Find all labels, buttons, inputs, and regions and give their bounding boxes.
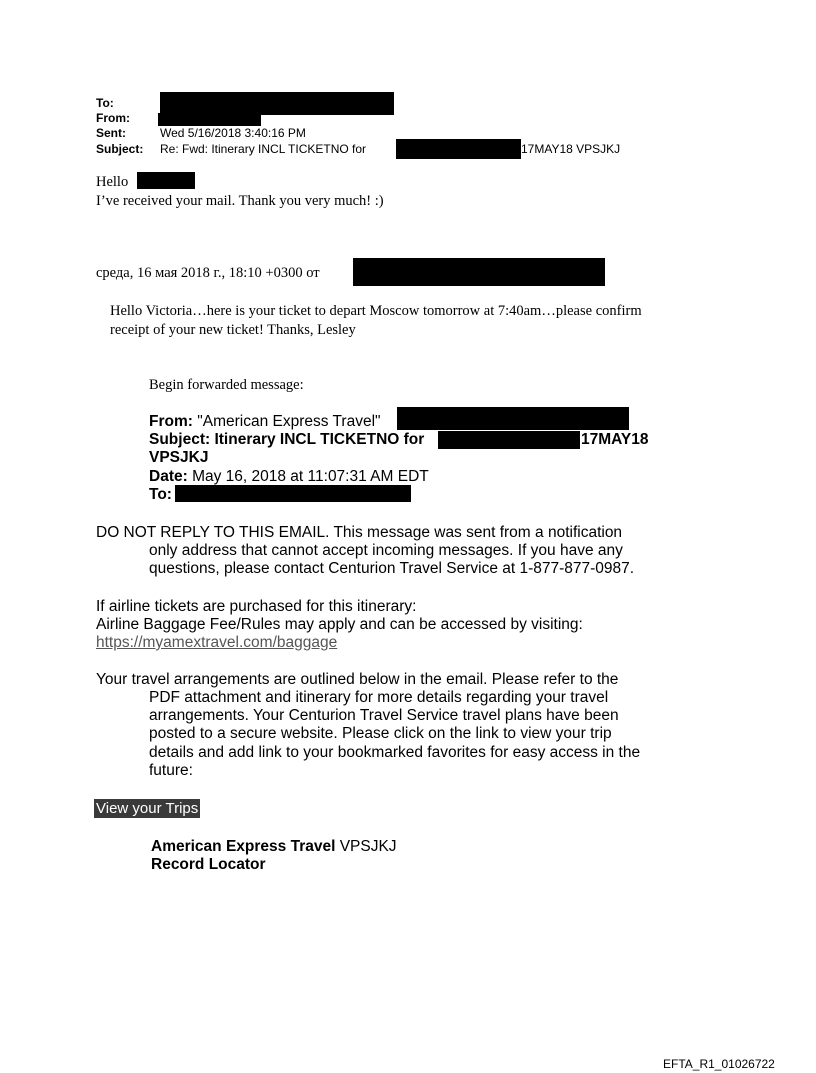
redacted-forward-subject: [438, 431, 580, 449]
redacted-forward-to: [175, 485, 411, 502]
redacted-forward-from: [397, 407, 629, 430]
arrangements-line2: PDF attachment and itinerary for more details regarding your travel: [149, 689, 609, 706]
sent-value: Wed 5/16/2018 3:40:16 PM: [160, 126, 306, 140]
reply-line: I’ve received your mail. Thank you very much! :): [96, 193, 384, 209]
arrangements-line3: arrangements. Your Centurion Travel Service travel plans have been: [149, 707, 619, 724]
forward-from-label: From:: [149, 413, 193, 430]
forward-to-label: To:: [149, 486, 172, 503]
notice-line3: questions, please contact Centurion Travel Service at 1-877-877-0987.: [149, 560, 635, 577]
record-code: VPSJKJ: [339, 838, 397, 855]
record-line: [151, 838, 397, 856]
forward-from-value: "American Express Travel": [197, 413, 381, 430]
forward-subject-line2: VPSJKJ: [149, 449, 209, 466]
reply-greeting: Hello: [96, 174, 129, 190]
sent-label: Sent:: [96, 126, 126, 140]
baggage-link[interactable]: https://myamextravel.com/baggage: [96, 634, 338, 651]
forward-intro: Begin forwarded message:: [149, 377, 304, 393]
lesley-line2: receipt of your new ticket! Thanks, Lesley: [110, 322, 356, 338]
baggage-line2: Airline Baggage Fee/Rules may apply and can be accessed by visiting:: [96, 616, 583, 633]
lesley-line1: Hello Victoria…here is your ticket to depart Moscow tomorrow at 7:40am…please confirm: [110, 303, 642, 319]
to-label: To:: [96, 96, 114, 110]
forward-subject-suffix: 17MAY18: [581, 431, 649, 448]
forward-date-label: Date:: [149, 468, 188, 485]
redacted-subject-name: [396, 139, 521, 159]
redacted-to: [160, 92, 394, 115]
arrangements-line6: future:: [149, 762, 193, 779]
view-trips-button[interactable]: View your Trips: [96, 800, 199, 817]
record-sub-label: Record Locator: [151, 856, 266, 873]
notice-line2: only address that cannot accept incoming messages. If you have any: [149, 542, 623, 559]
forward-date-value: May 16, 2018 at 11:07:31 AM EDT: [192, 468, 429, 485]
redacted-quote-sender: [353, 258, 605, 286]
arrangements-line1: Your travel arrangements are outlined below in the email. Please refer to the: [96, 671, 619, 688]
baggage-line1: If airline tickets are purchased for this itinerary:: [96, 598, 417, 615]
forward-subject-label: Subject: Itinerary INCL TICKETNO for: [149, 431, 425, 448]
record-label: American Express Travel: [151, 838, 336, 855]
arrangements-line4: posted to a secure website. Please click on the link to view your trip: [149, 725, 612, 742]
subject-prefix: Re: Fwd: Itinerary INCL TICKETNO for: [160, 142, 367, 156]
from-label: From:: [96, 111, 130, 125]
arrangements-line5: details and add link to your bookmarked favorites for easy access in the: [149, 744, 641, 761]
footer-document-id: EFTA_R1_01026722: [663, 1057, 775, 1071]
subject-label: Subject:: [96, 142, 144, 156]
forward-date-line: [149, 468, 429, 486]
quote-header: среда, 16 мая 2018 г., 18:10 +0300 от: [96, 265, 320, 281]
redacted-from: [158, 113, 261, 126]
forward-from-line: [149, 413, 381, 431]
redacted-greeting-name: [137, 172, 195, 189]
notice-line1: DO NOT REPLY TO THIS EMAIL. This message was sent from a notification: [96, 524, 623, 541]
subject-suffix: 17MAY18 VPSJKJ: [521, 142, 621, 156]
